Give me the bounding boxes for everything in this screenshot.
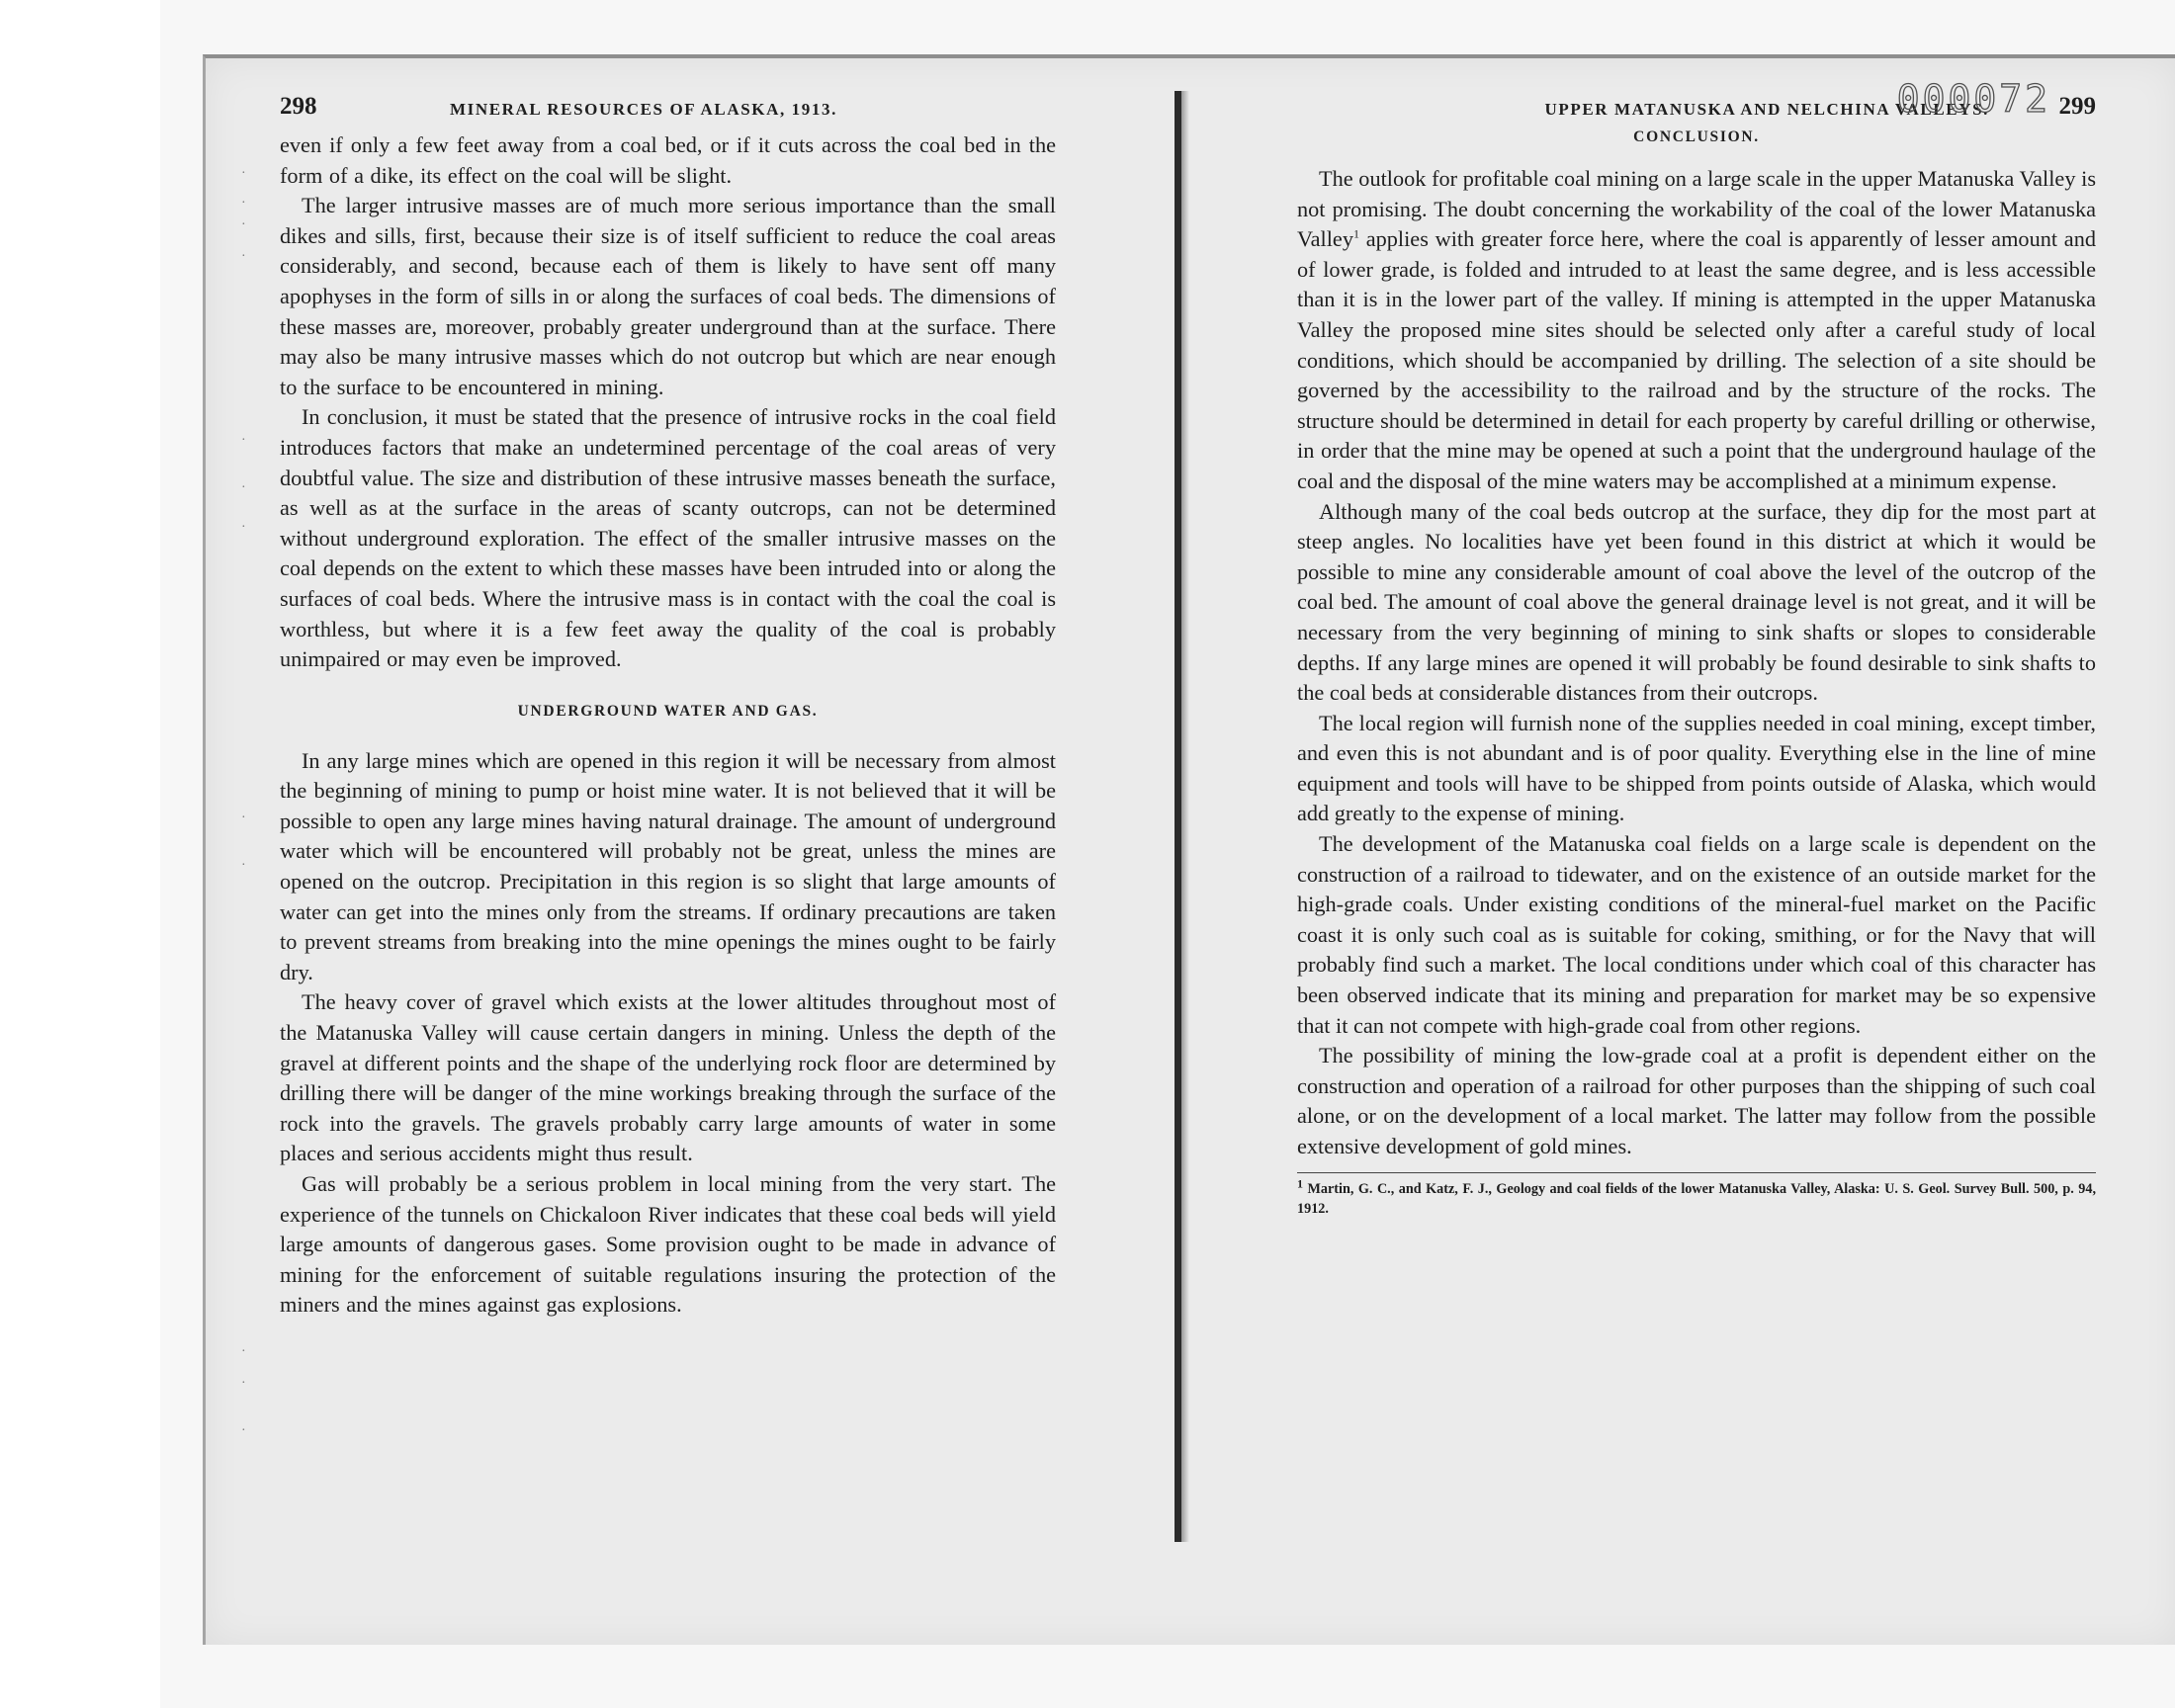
margin-speck: · xyxy=(241,520,246,535)
margin-speck: · xyxy=(241,166,246,181)
section-heading: CONCLUSION. xyxy=(1633,128,1760,145)
left-page-number: 298 xyxy=(280,93,317,120)
paragraph: The larger intrusive masses are of much more serious importance than the small dikes and sills, first, because their size is of itself sufficient to reduce the coal areas considerably, and second, because each of them is likely to have sent off many apophyses in the form of sills in or along the surfaces of coal beds. The dimensions of these masses are, moreover, probably greater underground than at the surface. There may also be many intrusive masses which do not outcrop but which are near enough to the surface to be encountered in mining. xyxy=(280,193,1056,399)
right-page-number: 299 xyxy=(2058,93,2096,120)
margin-speck: · xyxy=(241,1344,246,1359)
footnote-marker: 1 xyxy=(1297,1175,1303,1190)
paragraph xyxy=(1297,164,2096,497)
footnote xyxy=(1297,1175,2096,1219)
footnote-reference: 1 xyxy=(1352,226,1359,241)
footnote-text: Martin, G. C., and Katz, F. J., Geology and coal fields of the lower Matanuska Valley, Alaska: U. S. Geol. Survey Bull. 500, p. 94, 1912. xyxy=(1297,1180,2096,1217)
margin-speck: · xyxy=(241,480,246,495)
scanner-margin xyxy=(0,0,160,1708)
margin-speck: · xyxy=(241,858,246,873)
book-spine xyxy=(1174,91,1181,1542)
paragraph: Although many of the coal beds outcrop at the surface, they dip for the most part at steep angles. No localities have yet been found in this district at which it would be possible to mine any considerable amount of coal above the level of the outcrop of the coal bed. The amount of coal above the general drainage level is not great, and it will be necessary from the very beginning of mining to sink shafts or slopes to considerable depths. If any large mines are opened it will probably be found desirable to sink shafts to the coal beds at considerable distances from their outcrops. xyxy=(1297,498,2096,706)
paragraph: In any large mines which are opened in this region it will be necessary from almost the beginning of mining to pump or hoist mine water. It is not believed that it will be possible to open any large mines having natural drainage. The amount of underground water which will be encountered will probably not be great, unless the mines are opened on the outcrop. Precipitation in this region is so slight that large amounts of water can get into the mines only from the streams. If ordinary precautions are taken to prevent streams from breaking into the mine openings the mines ought to be fairly dry. xyxy=(280,747,1056,984)
paragraph: Gas will probably be a serious problem in local mining from the very start. The experience of the tunnels on Chickaloon River indicates that these coal beds will yield large amounts of dangerous gases. Some provision ought to be made in advance of mining for the enforcement of suitable regulations insuring the protection of the miners and the mines against gas explosions. xyxy=(280,1171,1056,1318)
paragraph-text: applies with greater force here, where the coal is apparently of lesser amount and of lower grade, is folded and intruded to at least the same degree, and is less accessible than it is in the lower part of the valley. If mining is attempted in the upper Matanuska Valley the proposed mine sites should be selected only after a careful study of local conditions, which should be accompanied by drilling. The selection of a site should be governed by the accessibility to the railroad and by the structure of the rocks. The structure should be determined in detail for each property by careful drilling or otherwise, in order that the mine may be opened at such a point that the underground haulage of the coal and the disposal of the mine waters may be accomplished at a minimum expense. xyxy=(1297,226,2096,493)
margin-speck: · xyxy=(241,1423,246,1438)
right-running-title: UPPER MATANUSKA AND NELCHINA VALLEYS. xyxy=(1544,100,1989,119)
margin-speck: · xyxy=(241,1376,246,1391)
footnote-rule xyxy=(1297,1172,2096,1173)
section-heading: UNDERGROUND WATER AND GAS. xyxy=(517,702,819,720)
paragraph-text: The outlook for profitable coal mining on a large scale in the upper Matanuska Valley is not promising. The doubt concerning the workability of the coal of the lower Matanuska Valley xyxy=(1297,166,2096,252)
paragraph: In conclusion, it must be stated that the presence of intrusive rocks in the coal field introduces factors that make an undetermined percentage of the coal areas of very doubtful value. The size and distribution of these intrusive masses beneath the surface, as well as at the surface in the areas of scanty outcrops, can not be determined without underground exploration. The effect of the smaller intrusive masses on the coal depends on the extent to which these masses have been intruded into or along the surfaces of coal beds. Where the intrusive mass is in contact with the coal the coal is worthless, but where it is a few feet away the quality of the coal is probably unimpaired or may even be improved. xyxy=(280,404,1056,672)
left-running-head xyxy=(280,91,1056,130)
margin-speck: · xyxy=(241,217,246,232)
paragraph: The development of the Matanuska coal fields on a large scale is dependent on the construction of a railroad to tidewater, and on the existence of an outside market for the high-grade coals. Under existing conditions of the mineral-fuel market on the Pacific coast it is only such coal as is suitable for coking, smithing, or for the Navy that will probably find such a market. The local conditions under which coal of this character has been observed indicate that its mining and preparation for market may be so expensive that it can not compete with high-grade coal from other regions. xyxy=(1297,831,2096,1038)
left-running-title: MINERAL RESOURCES OF ALASKA, 1913. xyxy=(450,100,837,119)
margin-speck: · xyxy=(241,196,246,211)
paragraph: The local region will furnish none of the supplies needed in coal mining, except timber, and even this is not abundant and is of poor quality. Everything else in the line of mine equipment and tools will have to be shipped from points outside of Alaska, which would add greatly to the expense of mining. xyxy=(1297,710,2096,826)
right-running-head xyxy=(1297,77,2096,130)
margin-speck: · xyxy=(241,433,246,448)
paragraph: even if only a few feet away from a coal bed, or if it cuts across the coal bed in the form of a dike, its effect on the coal will be slight. xyxy=(280,132,1056,188)
archive-stamp: 000072 xyxy=(1896,77,2050,121)
margin-speck: · xyxy=(241,811,246,825)
spine-shadow xyxy=(1181,91,1189,1542)
paragraph: The possibility of mining the low-grade coal at a profit is dependent either on the construction and operation of a railroad for other purposes than the shipping of such coal alone, or on the development of a local market. The latter may follow from the possible extensive development of gold mines. xyxy=(1297,1043,2096,1158)
margin-speck: · xyxy=(241,249,246,264)
left-page xyxy=(280,91,1056,1321)
right-page xyxy=(1297,77,2096,1219)
paragraph: The heavy cover of gravel which exists at the lower altitudes throughout most of the Matanuska Valley will cause certain dangers in mining. Unless the depth of the gravel at different points and the shape of the underlying rock floor are determined by drilling there will be danger of the mine workings breaking through the surface of the rock into the gravels. The gravels probably carry large amounts of water in some places and serious accidents might thus result. xyxy=(280,989,1056,1166)
